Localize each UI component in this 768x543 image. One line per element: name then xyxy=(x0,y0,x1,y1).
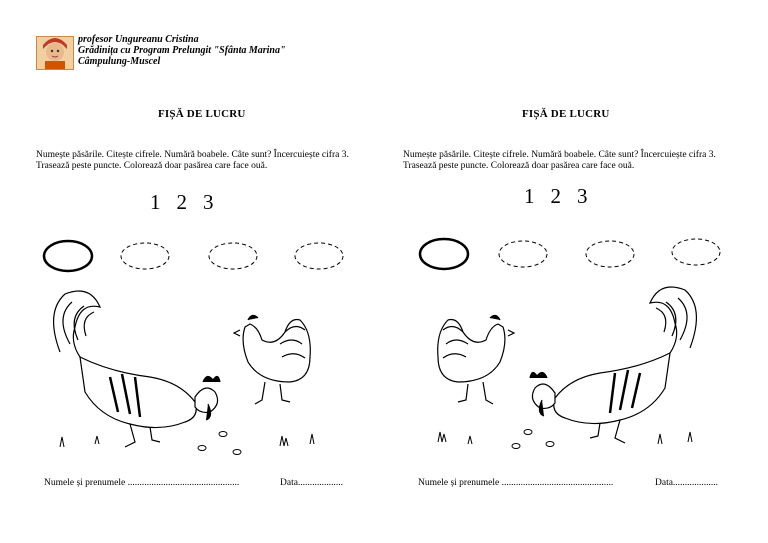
rooster-drawing xyxy=(530,287,696,443)
digit-row xyxy=(524,184,604,209)
seed xyxy=(233,450,241,455)
instruction-line-1: Numește păsările. Citește cifrele. Numără boabele. Câte sunt? Încercuiește cifra 3. xyxy=(403,150,716,160)
seed xyxy=(546,442,554,447)
dotted-egg-trace-3 xyxy=(672,239,720,265)
digit-2[interactable]: 2 xyxy=(176,190,187,214)
seed xyxy=(198,446,206,451)
worksheet-instructions xyxy=(36,150,386,172)
instruction-line-2: Trasează peste puncte. Colorează doar pasărea care face ouă. xyxy=(36,161,268,171)
worksheet-title: FIȘĂ DE LUCRU xyxy=(158,108,246,120)
grass-tufts xyxy=(60,434,314,447)
digit-1[interactable]: 1 xyxy=(150,190,161,214)
worksheet-illustration xyxy=(0,232,380,472)
hen-drawing xyxy=(234,315,310,404)
digit-1[interactable]: 1 xyxy=(524,184,535,208)
date-field[interactable]: Data................... xyxy=(280,478,344,488)
seed xyxy=(219,432,227,437)
digit-3[interactable]: 3 xyxy=(577,184,588,208)
name-field[interactable]: Numele și prenumele ............................................... xyxy=(418,478,614,488)
worksheet-right xyxy=(368,0,748,543)
header-line-city: Câmpulung-Muscel xyxy=(78,56,161,67)
worksheet-instructions xyxy=(403,150,753,172)
dotted-egg-trace-1 xyxy=(121,243,169,269)
dotted-egg-trace-3 xyxy=(295,243,343,269)
date-field[interactable]: Data................... xyxy=(655,478,719,488)
worksheet-illustration xyxy=(368,232,748,472)
digit-row xyxy=(150,190,230,215)
instruction-line-1: Numește păsările. Citește cifrele. Numără boabele. Câte sunt? Încercuiește cifra 3. xyxy=(36,150,349,160)
dotted-egg-trace-2 xyxy=(586,241,634,267)
dotted-egg-trace-2 xyxy=(209,243,257,269)
worksheet-title: FIȘĂ DE LUCRU xyxy=(522,108,610,120)
hen-drawing xyxy=(438,315,514,404)
solid-egg-outline xyxy=(44,241,92,271)
solid-egg-outline xyxy=(420,239,468,269)
rooster-drawing xyxy=(54,291,220,447)
dotted-egg-trace-1 xyxy=(499,241,547,267)
seed xyxy=(524,430,532,435)
header-line-teacher: profesor Ungureanu Cristina xyxy=(78,34,199,45)
digit-2[interactable]: 2 xyxy=(550,184,561,208)
digit-3[interactable]: 3 xyxy=(203,190,214,214)
worksheet-left xyxy=(0,0,380,543)
seed xyxy=(512,444,520,449)
name-field[interactable]: Numele și prenumele ............................................... xyxy=(44,478,240,488)
grass-tufts xyxy=(438,432,692,444)
instruction-line-2: Trasează peste puncte. Colorează doar pasărea care face ouă. xyxy=(403,161,635,171)
header-line-kindergarten: Grădinița cu Program Prelungit "Sfânta Marina" xyxy=(78,45,286,56)
